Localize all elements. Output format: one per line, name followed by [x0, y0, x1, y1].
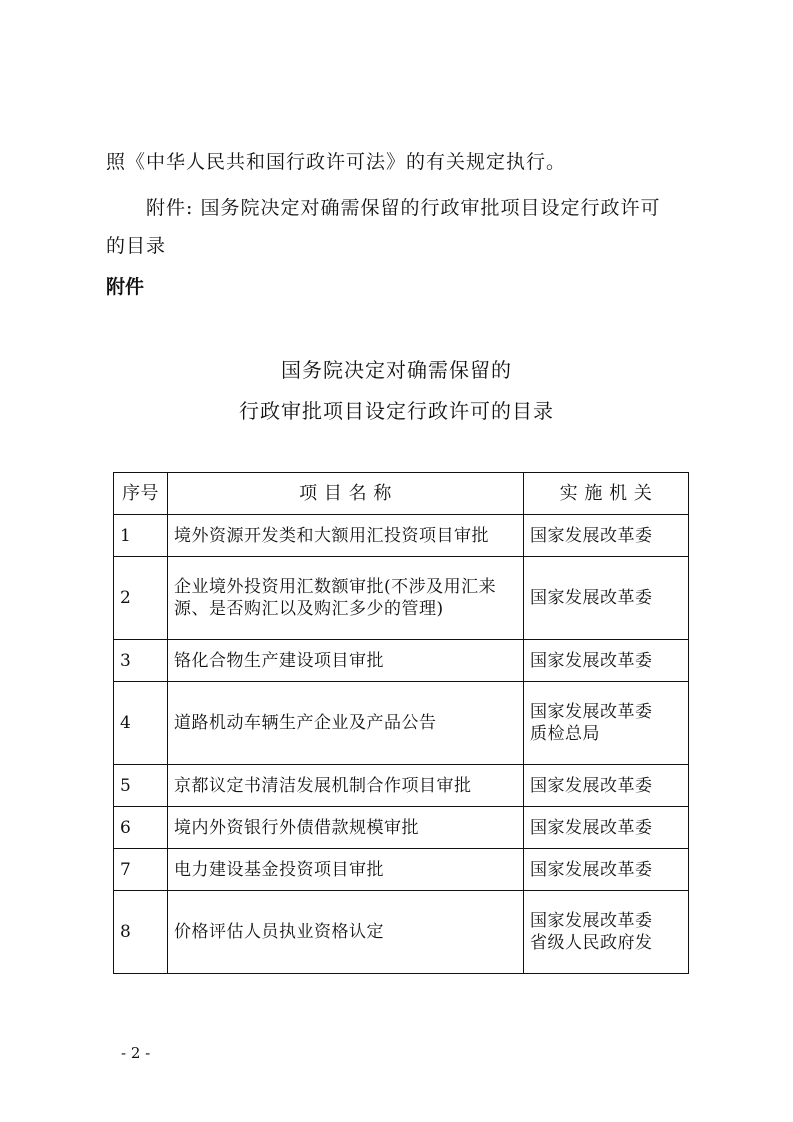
row-serial: 4: [114, 682, 168, 765]
row-agency-line: 省级人民政府发: [530, 933, 653, 953]
row-agency: 国家发展改革委: [524, 515, 689, 557]
approval-catalog-table: [113, 472, 689, 974]
header-agency: 实 施 机 关: [524, 473, 689, 515]
annex-heading: 附件: [106, 276, 145, 298]
table-header-row: [114, 473, 689, 515]
table-row: [114, 640, 689, 682]
row-serial: 8: [114, 891, 168, 974]
header-serial: 序号: [114, 473, 168, 515]
row-item-name: 境内外资银行外债借款规模审批: [168, 807, 524, 849]
table-row: [114, 849, 689, 891]
table-row: [114, 765, 689, 807]
row-serial: 5: [114, 765, 168, 807]
row-serial: 3: [114, 640, 168, 682]
table-row: [114, 807, 689, 849]
row-agency-line: 国家发展改革委: [530, 702, 653, 722]
header-item-name: 项 目 名 称: [168, 473, 524, 515]
row-agency: [524, 891, 689, 974]
row-item-name: 电力建设基金投资项目审批: [168, 849, 524, 891]
row-agency: 国家发展改革委: [524, 849, 689, 891]
row-item-name: 铬化合物生产建设项目审批: [168, 640, 524, 682]
attachment-note-continued: 的目录: [106, 235, 167, 257]
row-item-name-line: 企业境外投资用汇数额审批(不涉及用汇来: [174, 577, 497, 597]
row-item-name: 境外资源开发类和大额用汇投资项目审批: [168, 515, 524, 557]
row-serial: 7: [114, 849, 168, 891]
row-agency-line: 国家发展改革委: [530, 911, 653, 931]
table-row: [114, 557, 689, 640]
catalog-title-line-1: 国务院决定对确需保留的: [281, 358, 512, 382]
body-text-line-1: 照《中华人民共和国行政许可法》的有关规定执行。: [106, 151, 567, 173]
table-row: [114, 891, 689, 974]
row-agency: 国家发展改革委: [524, 765, 689, 807]
catalog-title-line-2: 行政审批项目设定行政许可的目录: [239, 399, 554, 423]
row-item-name: 京都议定书清洁发展机制合作项目审批: [168, 765, 524, 807]
table-row: [114, 515, 689, 557]
row-agency-line: 质检总局: [530, 724, 600, 744]
row-serial: 1: [114, 515, 168, 557]
table-row: [114, 682, 689, 765]
row-agency: 国家发展改革委: [524, 640, 689, 682]
row-item-name: 价格评估人员执业资格认定: [168, 891, 524, 974]
attachment-note: 附件: 国务院决定对确需保留的行政审批项目设定行政许可: [146, 197, 661, 219]
row-agency: 国家发展改革委: [524, 557, 689, 640]
row-agency: 国家发展改革委: [524, 807, 689, 849]
row-agency: [524, 682, 689, 765]
row-serial: 2: [114, 557, 168, 640]
page-number: - 2 -: [121, 1044, 151, 1062]
row-item-name: 道路机动车辆生产企业及产品公告: [168, 682, 524, 765]
row-item-name: [168, 557, 524, 640]
row-item-name-line: 源、是否购汇以及购汇多少的管理): [174, 599, 444, 619]
row-serial: 6: [114, 807, 168, 849]
